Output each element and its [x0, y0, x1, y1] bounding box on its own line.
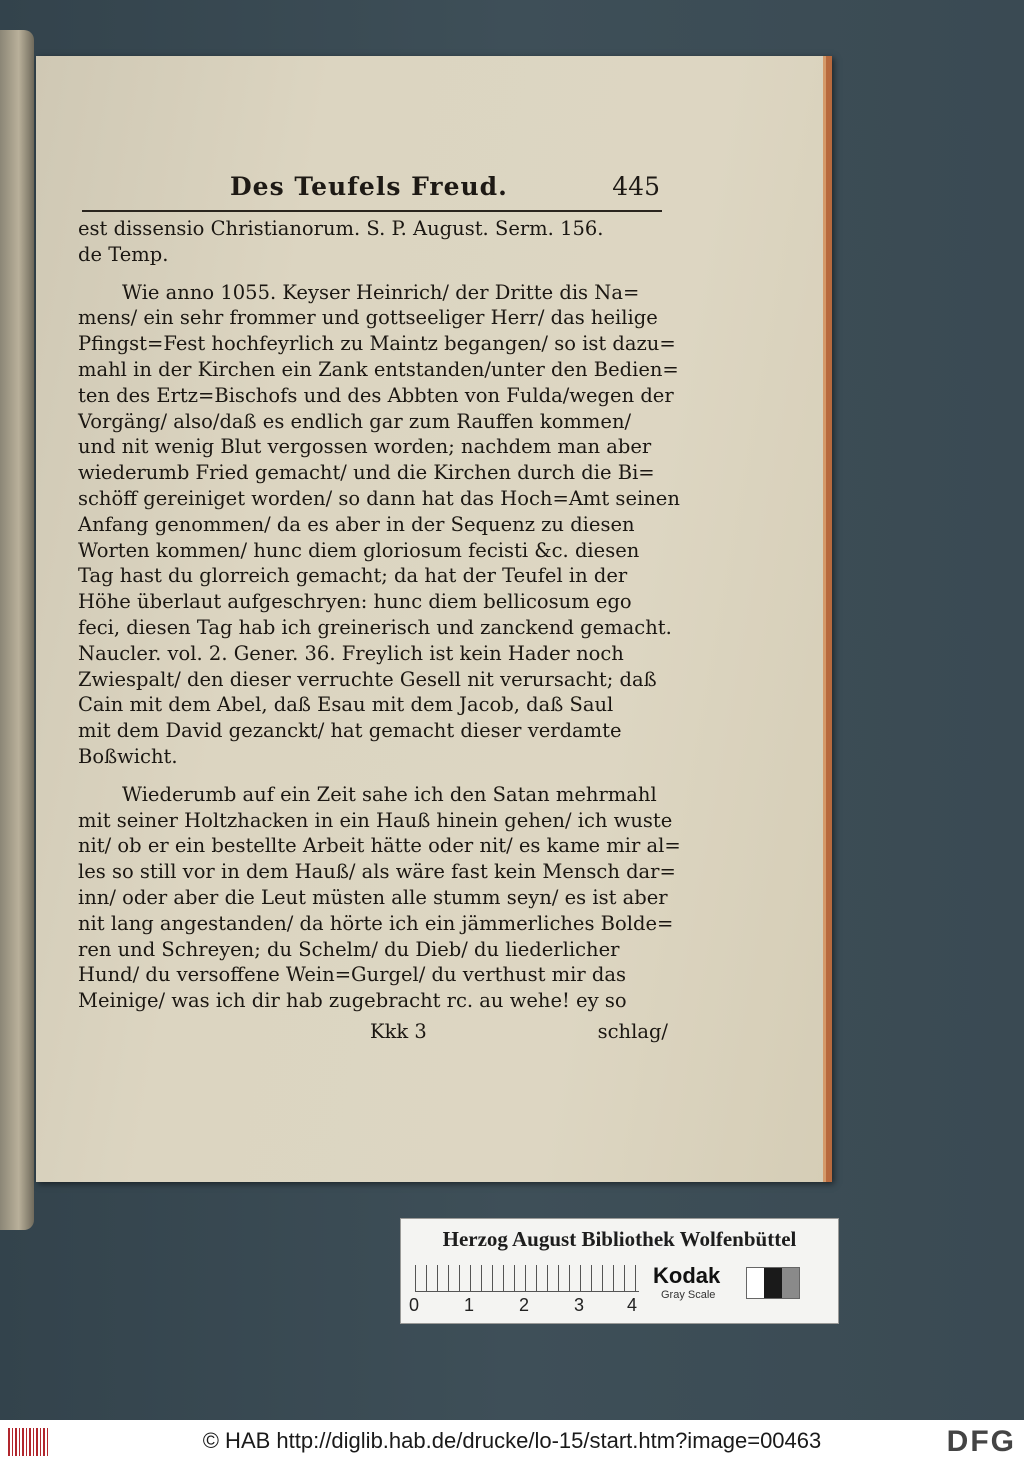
text-line: und nit wenig Blut vergossen worden; nachdem man aber [78, 435, 652, 459]
copyright-link[interactable]: © HAB http://diglib.hab.de/drucke/lo-15/start.htm?image=00463 [202, 1428, 822, 1453]
scale-ruler [415, 1265, 639, 1292]
text-line: Tag hast du glorreich gemacht; da hat der Teufel in der [78, 564, 628, 588]
text-line: schöff gereiniget worden/ so dann hat das Hoch=Amt seinen [78, 486, 680, 510]
signature-mark: Kkk 3 [370, 1020, 427, 1043]
text-line: ten des Ertz=Bischofs und des Abbten von Fulda/wegen der [78, 383, 674, 407]
text-line: feci, diesen Tag hab ich greinerisch und zanckend gemacht. [78, 615, 672, 639]
dfg-logo: DFG [946, 1425, 1016, 1458]
catchword: schlag/ [597, 1020, 668, 1043]
text-line: est dissensio Christianorum. S. P. August. Serm. 156. [78, 217, 604, 240]
page-number: 445 [612, 172, 660, 201]
body-text [78, 216, 681, 1014]
kodak-logo: Kodak [653, 1263, 721, 1288]
text-line: Meinige/ was ich dir hab zugebracht rc. au wehe! ey so [78, 989, 627, 1013]
text-line: Boßwicht. [78, 744, 178, 768]
header-rule [82, 210, 662, 212]
text-line: Pfingst=Fest hochfeyrlich zu Maintz begangen/ so ist dazu= [78, 332, 676, 356]
text-line: mahl in der Kirchen ein Zank entstanden/unter den Bedien= [78, 357, 679, 381]
text-line: Naucler. vol. 2. Gener. 36. Freylich ist kein Hader noch [78, 641, 624, 665]
text-line: de Temp. [78, 242, 169, 266]
scale-label: 4 [627, 1295, 638, 1315]
text-line: Zwiespalt/ den dieser verruchte Gesell nit verursacht; daß [78, 667, 657, 691]
scale-label: 2 [519, 1295, 530, 1315]
text-line: Cain mit dem Abel, daß Esau mit dem Jacob, daß Saul [78, 693, 614, 717]
text-line: les so still vor in dem Hauß/ als wäre fast kein Mensch dar= [78, 860, 676, 884]
scale-label: 1 [464, 1295, 475, 1315]
library-name: Herzog August Bibliothek Wolfenbüttel [442, 1227, 797, 1251]
scale-label: 0 [409, 1295, 420, 1315]
text-line: Vorgäng/ also/daß es endlich gar zum Rauffen kommen/ [78, 409, 632, 433]
text-line: inn/ oder aber die Leut müsten alle stumm seyn/ es ist aber [78, 885, 668, 909]
footer-bar [0, 1420, 1024, 1463]
text-line: mit seiner Holtzhacken in ein Hauß hinein gehen/ ich wuste [78, 808, 673, 832]
text-line: mit dem David gezanckt/ hat gemacht dieser verdamte [78, 719, 622, 743]
gray-swatch [782, 1268, 799, 1298]
running-head [230, 172, 660, 208]
text-line: nit/ ob er ein bestellte Arbeit hätte oder nit/ es kame mir al= [78, 834, 681, 858]
text-line: nit lang angestanden/ da hörte ich ein jämmerliches Bolde= [78, 911, 674, 935]
paragraph-gap [78, 770, 668, 782]
text-line: Wie anno 1055. Keyser Heinrich/ der Dritte dis Na= [122, 280, 640, 304]
library-color-card [400, 1218, 839, 1324]
text-line: wiederumb Fried gemacht/ und die Kirchen durch die Bi= [78, 461, 655, 485]
text-line: ren und Schreyen; du Schelm/ du Dieb/ du liederlicher [78, 937, 620, 961]
text-line: Hund/ du versoffene Wein=Gurgel/ du verthust mir das [78, 963, 627, 987]
page-foot [78, 1020, 668, 1046]
paragraph-gap [78, 268, 668, 280]
text-line: Worten kommen/ hunc diem gloriosum fecisti &c. diesen [78, 538, 640, 562]
gray-swatches [746, 1267, 800, 1299]
gray-swatch [764, 1268, 781, 1298]
text-line: mens/ ein sehr frommer und gottseeliger Herr/ das heilige [78, 306, 658, 330]
running-title: Des Teufels Freud. [230, 172, 508, 201]
text-line: Höhe überlaut aufgeschryen: hunc diem bellicosum ego [78, 590, 632, 614]
gray-scale-label: Gray Scale [661, 1289, 716, 1301]
text-line: Anfang genommen/ da es aber in der Sequenz zu diesen [78, 512, 635, 536]
facing-page-edge [0, 30, 34, 1230]
scale-label: 3 [574, 1295, 585, 1315]
scale-labels [409, 1295, 649, 1317]
text-line: Wiederumb auf ein Zeit sahe ich den Satan mehrmahl [122, 782, 657, 806]
gray-swatch [747, 1268, 764, 1298]
